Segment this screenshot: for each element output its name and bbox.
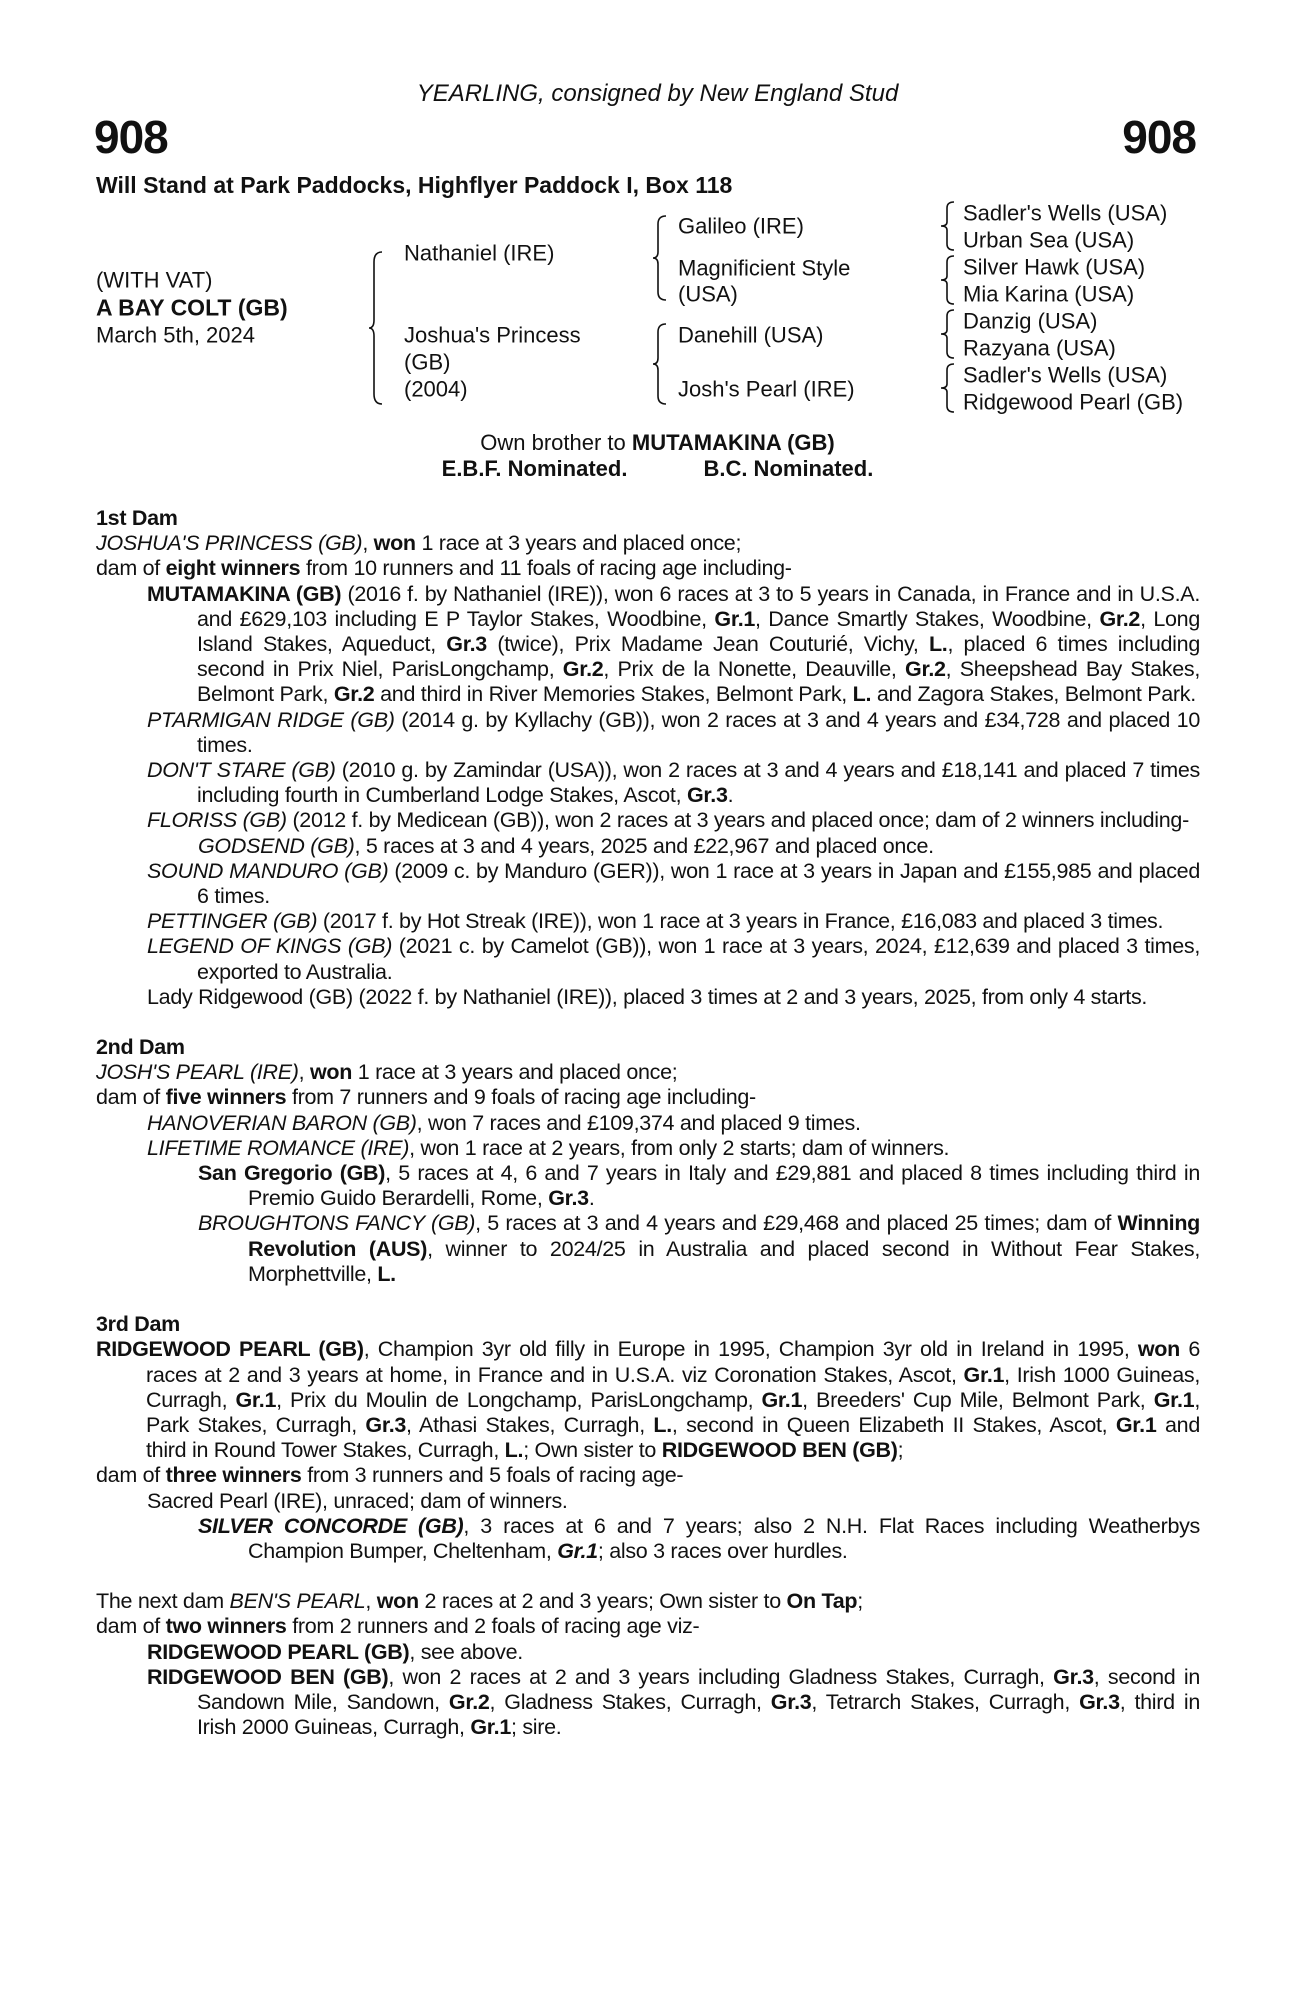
dam-section [96,1312,1200,1564]
text-run: from 7 runners and 9 foals of racing age including- [286,1085,756,1110]
text-run: , Tetrarch Stakes, Curragh, [811,1689,1080,1714]
text-run: , won 1 race at 2 years, from only 2 starts; dam of winners. [409,1135,950,1160]
produce-entry [96,556,1200,581]
sire-dam-line-2: (USA) [678,281,738,307]
text-run: (2012 f. by Medicean (GB)), won 2 races at 3 years and placed once; dam of 2 winners including- [286,808,1189,833]
text-run: , winner to 2024/25 in Australia and placed second in Without Fear Stakes, Morphettville, [248,1236,1200,1286]
text-run: Gr.1 [761,1387,803,1412]
text-run: Gr.3 [1053,1664,1094,1689]
text-run: ; [897,1438,904,1463]
text-run: Gr.1 [1115,1412,1157,1437]
dam-sire: Danehill (USA) [678,322,824,348]
text-run: (2010 g. by Zamindar (USA)), won 2 races at 3 and 4 years and £18,141 and placed 7 times including fourth in Cumberland Lodge Stakes, Ascot, [197,758,1200,808]
ancestor-g3: Sadler's Wells (USA) [963,362,1168,388]
nomination-line [0,456,1315,482]
text-run: Gr.1 [963,1362,1005,1387]
produce-entry [147,1111,1200,1136]
text-run: 2 races at 2 and 3 years; Own sister to [418,1589,787,1614]
dam-section [96,1589,1200,1740]
section-heading: 3rd Dam [96,1312,180,1337]
text-run: (2014 g. by Kyllachy (GB)), won 2 races at 3 and 4 years and £34,728 and placed 10 times. [197,707,1200,757]
text-run: , Breeders' Cup Mile, Belmont Park, [802,1387,1154,1412]
dam-line-3: (2004) [404,376,468,402]
sire-dam-line-1: Magnificient Style [678,255,851,281]
text-run: , won 2 races at 2 and 3 years including Gladness Stakes, Curragh, [388,1664,1054,1689]
text-run: Gr.2 [1099,606,1141,631]
lot-number-left: 908 [94,111,168,163]
text-run: ; Own sister to [523,1438,662,1463]
text-run: Gr.3 [686,783,728,808]
text-run: 6 races at 2 and 3 years at home, in France and in U.S.A. viz Coronation Stakes, Ascot, [146,1337,1200,1387]
text-run: ; [857,1589,863,1614]
text-run: won [376,1589,419,1614]
text-run: Gr.3 [1079,1689,1120,1714]
dam-section [96,506,1200,1010]
produce-entry [147,934,1200,984]
text-run: two winners [165,1614,287,1639]
section-heading: 1st Dam [96,506,178,530]
produce-entry [198,1211,1200,1287]
consignment-heading: YEARLING, consigned by New England Stud [416,80,899,107]
text-run: , [365,1589,377,1614]
bc-nominated: B.C. Nominated. [703,456,874,481]
text-run: dam of [96,1085,166,1110]
ancestor-g3: Sadler's Wells (USA) [963,200,1168,226]
produce-entry [96,1589,1200,1614]
own-brother-note [0,430,1315,456]
brace-sire [652,214,668,302]
text-run: from 10 runners and 11 foals of racing age including- [300,556,792,581]
ancestor-g3: Mia Karina (USA) [963,281,1135,307]
produce-entry [198,834,1200,859]
ancestor-g3: Urban Sea (USA) [963,227,1135,253]
text-run: MUTAMAKINA (GB) [147,581,342,606]
text-run: , see above. [409,1639,523,1664]
text-run: , Prix de la Nonette, Deauville, [603,657,906,682]
produce-entry [198,1514,1200,1564]
text-run: , second in Sandown Mile, Sandown, [197,1664,1200,1714]
text-run: On Tap [786,1589,858,1614]
text-run: from 2 runners and 2 foals of racing age viz- [286,1614,700,1639]
text-run: . [588,1186,595,1211]
text-run: Gr.2 [562,657,604,682]
text-run: and Zagora Stakes, Belmont Park. [871,682,1196,707]
text-run: Gr.1 [470,1715,511,1740]
brace-g3-3 [940,308,956,360]
text-run: FLORISS (GB) [147,808,287,833]
text-run: and third in Round Tower Stakes, Curragh, [146,1412,1200,1463]
text-run: , 5 races at 3 and 4 years and £29,468 and placed 25 times; dam of [475,1211,1118,1236]
text-run: , Sheepshead Bay Stakes, Belmont Park, [197,657,1201,707]
text-run: (twice), Prix Madame Jean Couturié, Vichy, [486,632,929,657]
text-run: , Irish 1000 Guineas, Curragh, [146,1362,1200,1412]
text-run: dam of [96,1463,166,1488]
text-run: PTARMIGAN RIDGE (GB) [147,707,395,732]
dam-line-1: Joshua's Princess [404,322,581,348]
produce-entry [147,582,1200,708]
text-run: (2021 c. by Camelot (GB)), won 1 race at 3 years, 2024, £12,639 and placed 3 times, exported to Australia. [197,934,1201,984]
text-run: 1 race at 3 years and placed once; [415,531,742,556]
text-run: RIDGEWOOD BEN (GB) [147,1664,389,1689]
text-run: , Athasi Stakes, Curragh, [406,1412,654,1437]
text-run: The next dam [96,1589,230,1614]
sire-sire: Galileo (IRE) [678,213,804,239]
text-run: RIDGEWOOD BEN (GB) [661,1438,898,1463]
produce-entry [96,1060,1200,1085]
text-run: Gr.3 [446,632,487,657]
brace-g3-1 [940,200,956,252]
dam-dam: Josh's Pearl (IRE) [678,376,855,402]
text-run: . [727,783,734,808]
text-run: ; sire. [510,1715,562,1740]
ancestor-g3: Silver Hawk (USA) [963,254,1146,280]
text-run: Sacred Pearl (IRE), unraced; dam of winners. [147,1488,568,1513]
produce-entry [96,1337,1200,1463]
text-run: three winners [165,1463,302,1488]
text-run: , third in Irish 2000 Guineas, Curragh, [197,1689,1201,1740]
text-run: , 5 races at 3 and 4 years, 2025 and £22,967 and placed once. [354,833,934,858]
text-run: L. [653,1412,672,1437]
produce-entry [198,1161,1200,1211]
text-run: Gr.1 [557,1538,598,1563]
text-run: (2016 f. by Nathaniel (IRE)), won 6 races at 3 to 5 years in Canada, in France and in U.S.A. and £629,103 including E P Taylor Stakes, Woodbine, [197,581,1200,631]
text-run: , 5 races at 4, 6 and 7 years in Italy and £29,881 and placed 8 times including third in Premio Guido Berardelli, Rome, [248,1161,1200,1211]
sire: Nathaniel (IRE) [404,240,555,266]
lot-number-right: 908 [1122,111,1196,163]
text-run: Gr.2 [333,682,375,707]
text-run: BROUGHTONS FANCY (GB) [198,1211,476,1236]
produce-entry [147,808,1200,833]
text-run: PETTINGER (GB) [147,909,318,934]
text-run: JOSHUA'S PRINCESS (GB) [96,531,363,556]
text-run: L. [852,682,872,707]
text-run: LEGEND OF KINGS (GB) [147,934,393,959]
own-brother-prefix: Own brother to [480,430,632,455]
text-run: Gr.2 [905,657,946,682]
text-run: HANOVERIAN BARON (GB) [147,1110,417,1135]
text-run: JOSH'S PEARL (IRE) [96,1060,299,1085]
stabling-location: Will Stand at Park Paddocks, Highflyer Paddock I, Box 118 [96,172,733,198]
produce-entry [96,1614,1200,1639]
text-run: , second in Queen Elizabeth II Stakes, Ascot, [671,1412,1116,1437]
text-run: RIDGEWOOD PEARL (GB) [147,1639,410,1664]
text-run: eight winners [165,556,301,581]
text-run: L. [504,1438,524,1463]
text-run: won [373,531,416,556]
vat-note: (WITH VAT) [96,267,213,293]
text-run: , Champion 3yr old filly in Europe in 1995, Champion 3yr old in Ireland in 1995, [363,1337,1138,1362]
text-run: , Prix du Moulin de Longchamp, ParisLongchamp, [276,1387,762,1412]
text-run: Gr.3 [770,1689,812,1714]
produce-entry [147,708,1200,758]
produce-entry [147,909,1200,934]
brace-g3-2 [940,254,956,306]
text-run: won [309,1060,353,1085]
text-run: , [298,1060,310,1085]
text-run: , Dance Smartly Stakes, Woodbine, [755,606,1100,631]
text-run: and third in River Memories Stakes, Belmont Park, [374,682,853,707]
produce-entry [147,1136,1200,1161]
text-run: Gr.3 [548,1186,589,1211]
ancestor-g3: Razyana (USA) [963,335,1116,361]
produce-entry [96,1085,1200,1110]
text-run: , Long Island Stakes, Aqueduct, [197,606,1200,657]
produce-entry [96,1463,1200,1488]
text-run: LIFETIME ROMANCE (IRE) [147,1135,410,1160]
own-brother-name: MUTAMAKINA (GB) [631,430,835,455]
text-run: , [362,531,374,556]
text-run: , Gladness Stakes, Curragh, [489,1689,771,1714]
text-run: 1 race at 3 years and placed once; [352,1060,678,1085]
text-run: Gr.1 [714,606,756,631]
text-run: from 3 runners and 5 foals of racing age- [301,1463,684,1488]
text-run: , Park Stakes, Curragh, [146,1387,1201,1437]
produce-entry [147,1489,1200,1514]
brace-g3-4 [940,362,956,414]
text-run: (2017 f. by Hot Streak (IRE)), won 1 race at 3 years in France, £16,083 and placed 3 times. [317,909,1164,934]
produce-record [96,506,1200,1765]
ancestor-g3: Danzig (USA) [963,308,1098,334]
text-run: dam of [96,556,166,581]
text-run: , won 7 races and £109,374 and placed 9 times. [416,1110,861,1135]
text-run: DON'T STARE (GB) [147,758,336,783]
text-run: , placed 6 times including second in Prix Niel, ParisLongchamp, [197,632,1200,682]
text-run: San Gregorio (GB) [198,1161,386,1186]
text-run: dam of [96,1614,166,1639]
section-heading: 2nd Dam [96,1035,185,1060]
text-run: Winning Revolution (AUS) [248,1211,1200,1261]
text-run: Gr.3 [365,1412,407,1437]
text-run: ; also 3 races over hurdles. [597,1538,848,1563]
brace-gen1 [368,250,384,406]
text-run: L. [928,632,948,657]
ancestor-g3: Ridgewood Pearl (GB) [963,389,1184,415]
text-run: L. [377,1261,396,1286]
text-run: Gr.2 [448,1689,490,1714]
nominations [0,430,1315,482]
produce-entry [147,859,1200,909]
horse-dob: March 5th, 2024 [96,322,255,348]
text-run: , 3 races at 6 and 7 years; also 2 N.H. Flat Races including Weatherbys Champion Bumper, Cheltenham, [248,1513,1200,1563]
horse-name: A BAY COLT (GB) [96,294,288,321]
produce-entry [96,531,1200,556]
text-run: Lady Ridgewood (GB) (2022 f. by Nathaniel (IRE)), placed 3 times at 2 and 3 years, 2025, from only 4 starts. [147,984,1148,1009]
brace-dam [652,322,668,406]
text-run: BEN'S PEARL [229,1589,366,1614]
text-run: won [1137,1337,1180,1362]
produce-entry [147,1665,1200,1741]
text-run: (2009 c. by Manduro (GER)), won 1 race at 3 years in Japan and £155,985 and placed 6 times. [197,858,1200,909]
ebf-nominated: E.B.F. Nominated. [441,456,628,481]
text-run: SILVER CONCORDE (GB) [198,1513,464,1538]
produce-entry [147,1640,1200,1665]
text-run: Gr.1 [1153,1387,1195,1412]
text-run: SOUND MANDURO (GB) [147,858,389,883]
text-run: GODSEND (GB) [198,833,355,858]
text-run: Gr.1 [235,1387,277,1412]
text-run: RIDGEWOOD PEARL (GB) [96,1337,364,1362]
dam-line-2: (GB) [404,349,451,375]
produce-entry [147,758,1200,808]
produce-entry [147,985,1200,1010]
text-run: five winners [165,1085,287,1110]
dam-section [96,1035,1200,1287]
